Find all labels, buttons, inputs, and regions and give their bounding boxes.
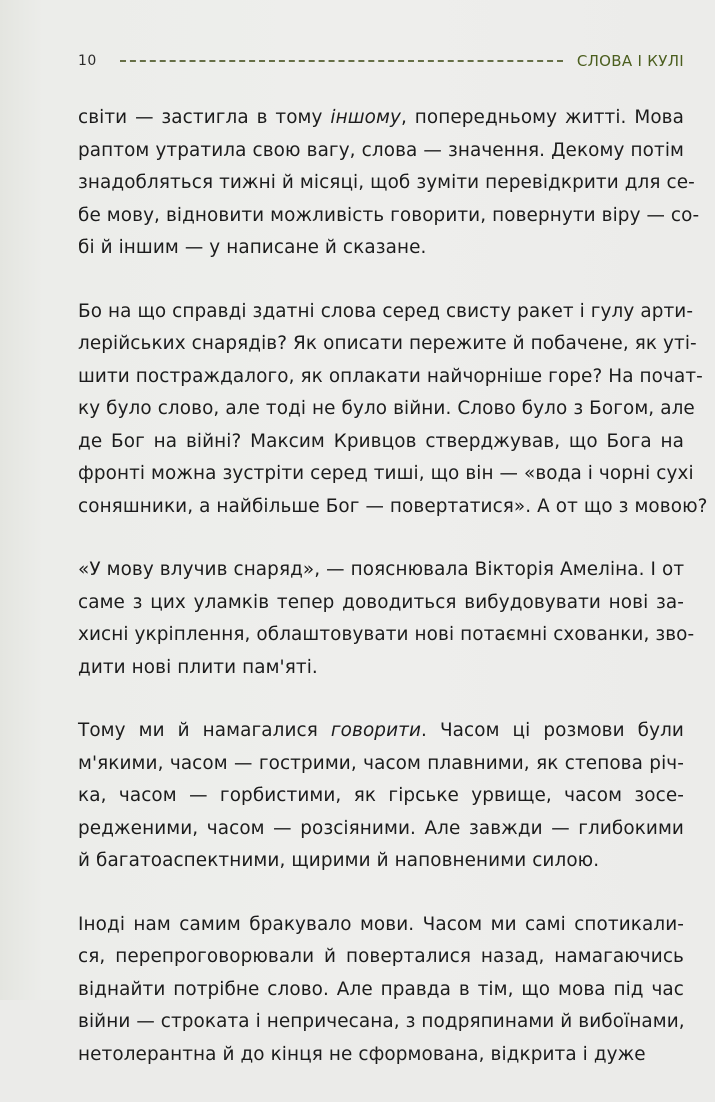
text-segment: ся, перепроговорювали й поверталися назад, намагаючись	[78, 946, 684, 967]
text-line	[78, 748, 684, 781]
emphasized-text: говорити	[330, 720, 422, 741]
text-line	[78, 491, 708, 524]
text-segment: війни — строката і непричесана, з подряпинами й вибоїнами,	[78, 1011, 685, 1032]
running-title: СЛОВА І КУЛІ	[576, 52, 684, 70]
text-segment: знадобляться тижні й місяці, щоб зуміти перевідкрити для се-	[78, 172, 695, 193]
text-line	[78, 652, 684, 685]
text-segment: м'якими, часом — гострими, часом плавними, як степова річ-	[78, 752, 684, 774]
page-header	[78, 50, 684, 72]
text-segment: нетолерантна й до кінця не сформована, відкрита і дуже	[78, 1043, 646, 1065]
text-segment: «У мову влучив снаряд», — пояснювала Вікторія Амеліна. І от	[78, 559, 685, 580]
text-line	[78, 200, 700, 233]
text-segment: ка, часом — горбистими, як гірське урвище, часом зосе-	[78, 785, 684, 806]
text-line	[78, 458, 694, 491]
text-line	[78, 974, 684, 1007]
emphasized-text: іншому	[330, 107, 401, 128]
page-number: 10	[78, 53, 97, 69]
text-segment: й багатоаспектними, щирими й наповненими силою.	[78, 850, 600, 871]
text-segment: бе мову, відновити можливість говорити, повернути віру — со-	[78, 204, 700, 226]
text-segment: . Часом ці розмови були	[421, 720, 684, 741]
text-line	[78, 167, 695, 200]
text-line	[78, 941, 684, 974]
paragraph	[78, 554, 695, 684]
text-segment: фронті можна зустріти серед тиші, що він — «вода і чорні сухі	[78, 463, 694, 484]
text-line	[78, 135, 684, 168]
body-text	[78, 102, 708, 1102]
text-line	[78, 426, 684, 459]
text-line	[78, 1039, 684, 1072]
text-line	[78, 813, 684, 846]
text-line	[78, 361, 703, 394]
text-line	[78, 587, 684, 620]
text-line	[78, 393, 695, 426]
text-line	[78, 780, 684, 813]
text-segment: дити нові плити пам'яті.	[78, 656, 318, 678]
text-segment: Іноді нам самим бракувало мови. Часом ми самі спотикали-	[78, 913, 684, 935]
text-segment: хисні укріплення, облаштовувати нові потаємні схованки, зво-	[78, 624, 695, 645]
text-line	[78, 554, 684, 587]
text-segment: де Бог на війні? Максим Кривцов стверджував, що Бога на	[78, 430, 684, 452]
text-segment: бі й іншим — у написане й сказане.	[78, 237, 427, 258]
paragraph	[78, 296, 708, 524]
text-line	[78, 715, 684, 748]
paragraph	[78, 909, 684, 1072]
text-line	[78, 845, 684, 878]
text-segment: соняшники, а найбільше Бог — повертатися». А от що з мовою?	[78, 495, 708, 517]
text-segment: лерійських снарядів? Як описати пережите й побачене, як уті-	[78, 333, 697, 354]
text-segment: ку було слово, але тоді не було війни. Слово було з Богом, але	[78, 398, 695, 419]
text-segment: Тому ми й намагалися	[78, 720, 331, 741]
header-dashed-rule	[120, 60, 563, 62]
text-line	[78, 296, 694, 329]
paragraph	[78, 715, 684, 878]
text-line	[78, 232, 684, 265]
text-line	[78, 1006, 684, 1039]
text-segment: раптом утратила свою вагу, слова — значення. Декому потім	[78, 139, 684, 161]
text-segment: , попередньому житті. Мова	[400, 107, 684, 128]
text-segment: шити постраждалого, як оплакати найчорніше горе? На почат-	[78, 365, 703, 387]
text-segment: світи — застигла в тому	[78, 107, 331, 128]
text-line	[78, 909, 684, 942]
text-line	[78, 102, 684, 135]
text-segment: Бо на що справді здатні слова серед свисту ракет і гулу арти-	[78, 300, 694, 322]
text-line	[78, 328, 697, 361]
paragraph	[78, 102, 700, 265]
text-segment: редженими, часом — розсіяними. Але завжди — глибокими	[78, 817, 684, 839]
text-segment: віднайти потрібне слово. Але правда в тім, що мова під час	[78, 978, 684, 1000]
text-line	[78, 619, 695, 652]
text-segment: саме з цих уламків тепер доводиться вибудовувати нові за-	[78, 591, 684, 613]
